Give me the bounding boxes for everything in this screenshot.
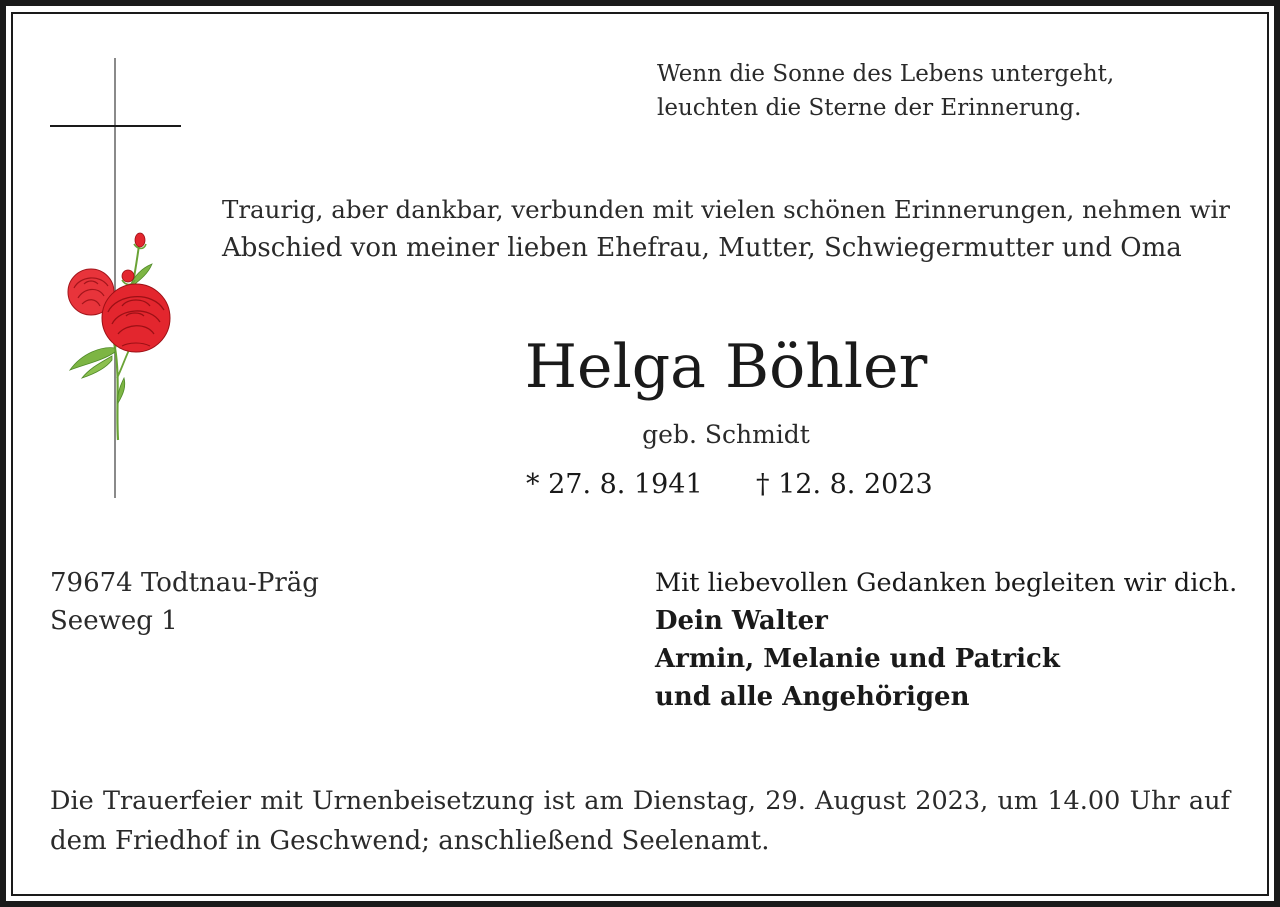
service-info: [50, 781, 1230, 861]
service-line-2: dem Friedhof in Geschwend; anschließend Seelenamt.: [50, 826, 770, 856]
family-line-1: Dein Walter: [655, 606, 828, 636]
family-signatures: [655, 564, 1237, 716]
intro-line-1: Traurig, aber dankbar, verbunden mit vielen schönen Erinnerungen, nehmen wir: [222, 195, 1230, 224]
deceased-name: Helga Böhler: [524, 332, 928, 402]
family-intro: Mit liebevollen Gedanken begleiten wir dich.: [655, 568, 1238, 598]
cross-horizontal-bar: [50, 125, 181, 127]
intro-line-2: Abschied von meiner lieben Ehefrau, Mutter, Schwiegermutter und Oma: [222, 233, 1182, 263]
motto-line-1: Wenn die Sonne des Lebens untergeht,: [657, 61, 1115, 87]
birth-date: * 27. 8. 1941: [526, 469, 703, 500]
service-line-1: Die Trauerfeier mit Urnenbeisetzung ist am Dienstag, 29. August 2023, um 14.00 Uhr auf: [50, 786, 1230, 816]
address-line-1: 79674 Todtnau-Präg: [50, 568, 319, 598]
address-line-2: Seeweg 1: [50, 606, 178, 636]
family-line-2: Armin, Melanie und Patrick: [655, 644, 1060, 674]
inner-border: [11, 12, 1269, 896]
rose-icon: [60, 228, 180, 443]
death-date: † 12. 8. 2023: [756, 469, 933, 500]
family-line-3: und alle Angehörigen: [655, 682, 970, 712]
intro-text: [222, 191, 1230, 267]
address: [50, 564, 319, 640]
motto-line-2: leuchten die Sterne der Erinnerung.: [657, 95, 1082, 121]
motto: [657, 57, 1114, 125]
maiden-name: geb. Schmidt: [642, 420, 810, 449]
